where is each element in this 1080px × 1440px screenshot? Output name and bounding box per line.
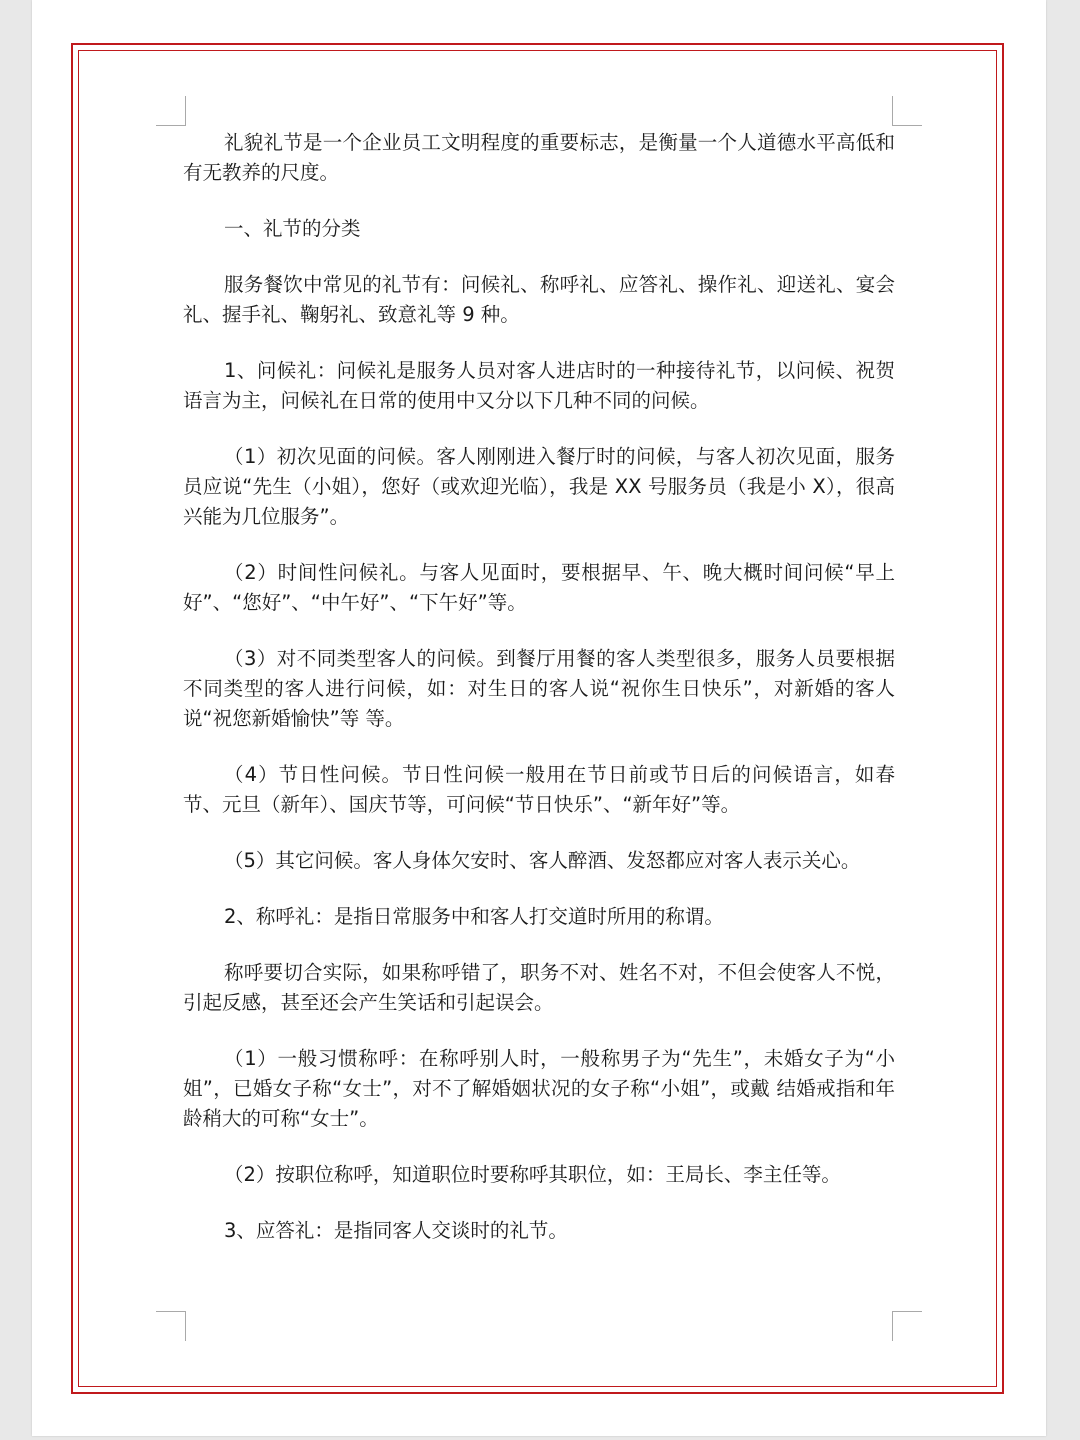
paragraph: （2）按职位称呼，知道职位时要称呼其职位，如：王局长、李主任等。 xyxy=(224,1163,841,1186)
crop-mark-bottom-right xyxy=(892,1311,922,1341)
paragraph: 2、称呼礼：是指日常服务中和客人打交道时所用的称谓。 xyxy=(224,905,724,928)
paragraph: （1）一般习惯称呼：在称呼别人时，一般称男子为“先生”，未婚女子为“小姐”，已婚女子称“女士”，对不了解婚姻状况的女子称“小姐”，或戴 结婚戒指和年龄稍大的可称“女士”。 xyxy=(183,1047,895,1130)
crop-mark-top-left xyxy=(156,96,186,126)
paragraph: （1）初次见面的问候。客人刚刚进入餐厅时的问候，与客人初次见面，服务员应说“先生（小姐），您好（或欢迎光临），我是 XX 号服务员（我是小 X），很高兴能为几位服务”。 xyxy=(183,445,895,528)
paragraph-intro: 礼貌礼节是一个企业员工文明程度的重要标志，是衡量一个人道德水平高低和有无教养的尺度。 xyxy=(183,131,895,184)
paragraph: 1、问候礼：问候礼是服务人员对客人进店时的一种接待礼节，以问候、祝贺语言为主，问候礼在日常的使用中又分以下几种不同的问候。 xyxy=(183,359,895,412)
crop-mark-bottom-left xyxy=(156,1311,186,1341)
paragraph: （2）时间性问候礼。与客人见面时，要根据早、午、晚大概时间问候“早上好”、“您好”、“中午好”、“下午好”等。 xyxy=(183,561,895,614)
paragraph: 服务餐饮中常见的礼节有：问候礼、称呼礼、应答礼、操作礼、迎送礼、宴会礼、握手礼、鞠躬礼、致意礼等 9 种。 xyxy=(183,273,895,326)
paragraph: （3）对不同类型客人的问候。到餐厅用餐的客人类型很多，服务人员要根据不同类型的客人进行问候，如：对生日的客人说“祝你生日快乐”，对新婚的客人说“祝您新婚愉快”等 等。 xyxy=(183,647,895,730)
paragraph: （5）其它问候。客人身体欠安时、客人醉酒、发怒都应对客人表示关心。 xyxy=(224,849,861,872)
section-heading: 一、礼节的分类 xyxy=(224,217,361,240)
paragraph: 称呼要切合实际，如果称呼错了，职务不对、姓名不对，不但会使客人不悦，引起反感，甚至还会产生笑话和引起误会。 xyxy=(183,961,895,1014)
document-body[interactable] xyxy=(183,128,895,1272)
crop-mark-top-right xyxy=(892,96,922,126)
paragraph: 3、应答礼：是指同客人交谈时的礼节。 xyxy=(224,1219,568,1242)
paragraph: （4）节日性问候。节日性问候一般用在节日前或节日后的问候语言，如春节、元旦（新年）、国庆节等，可问候“节日快乐”、“新年好”等。 xyxy=(183,763,895,816)
